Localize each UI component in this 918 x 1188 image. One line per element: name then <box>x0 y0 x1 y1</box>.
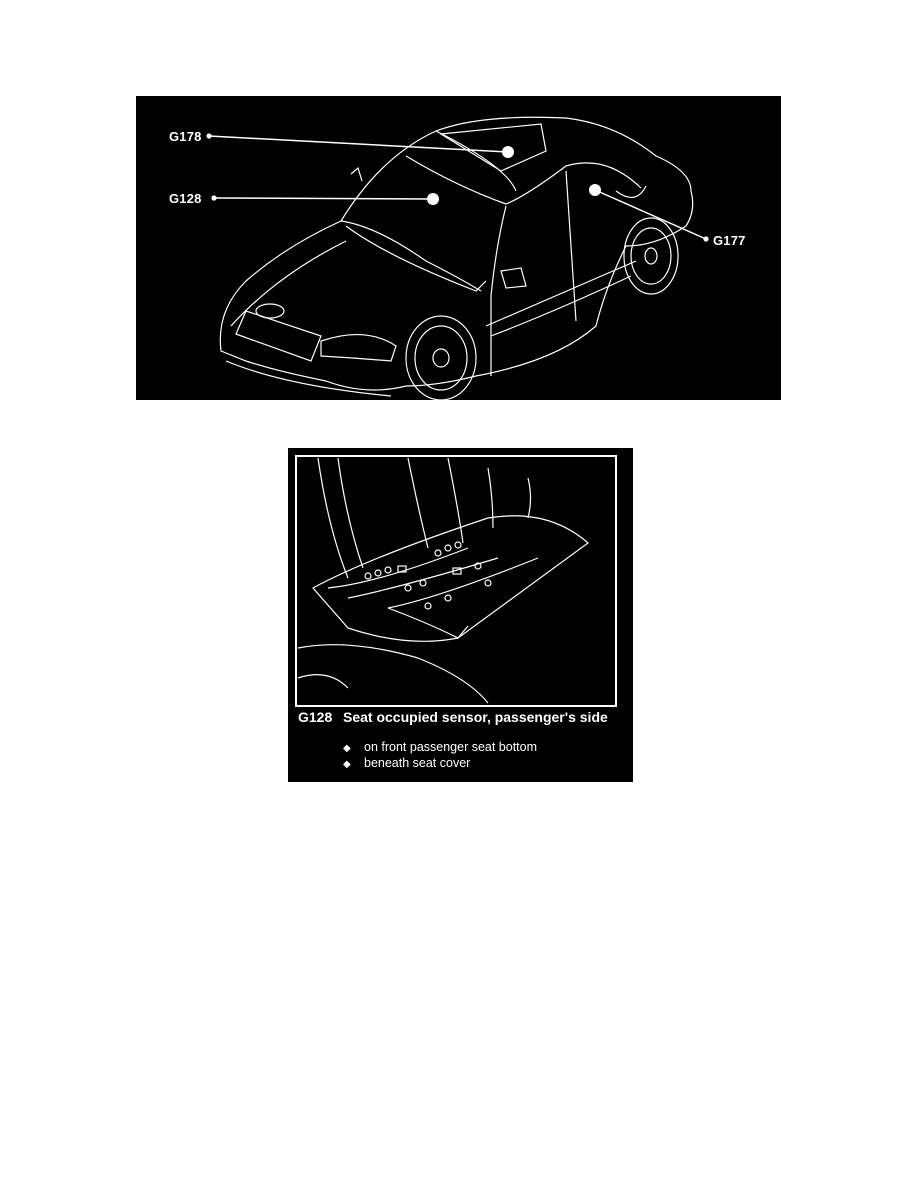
callout-label-g178: G178 <box>169 129 202 144</box>
sensor-title: Seat occupied sensor, passenger's side <box>343 709 608 725</box>
callout-label-g128: G128 <box>169 191 202 206</box>
vehicle-sensor-location-figure <box>136 96 781 400</box>
seat-sensor-illustration <box>288 448 633 782</box>
sensor-location-list <box>343 740 537 772</box>
seat-sensor-figure <box>288 448 633 782</box>
sensor-caption-title <box>298 710 628 725</box>
diamond-bullet-icon: ◆ <box>343 743 351 754</box>
callout-label-g177: G177 <box>713 233 746 248</box>
car-illustration <box>136 96 781 400</box>
list-item: ◆ on front passenger seat bottom <box>343 740 538 754</box>
diamond-bullet-icon: ◆ <box>343 759 351 770</box>
list-item: ◆ beneath seat cover <box>343 756 471 770</box>
sensor-code: G128 <box>298 709 333 725</box>
